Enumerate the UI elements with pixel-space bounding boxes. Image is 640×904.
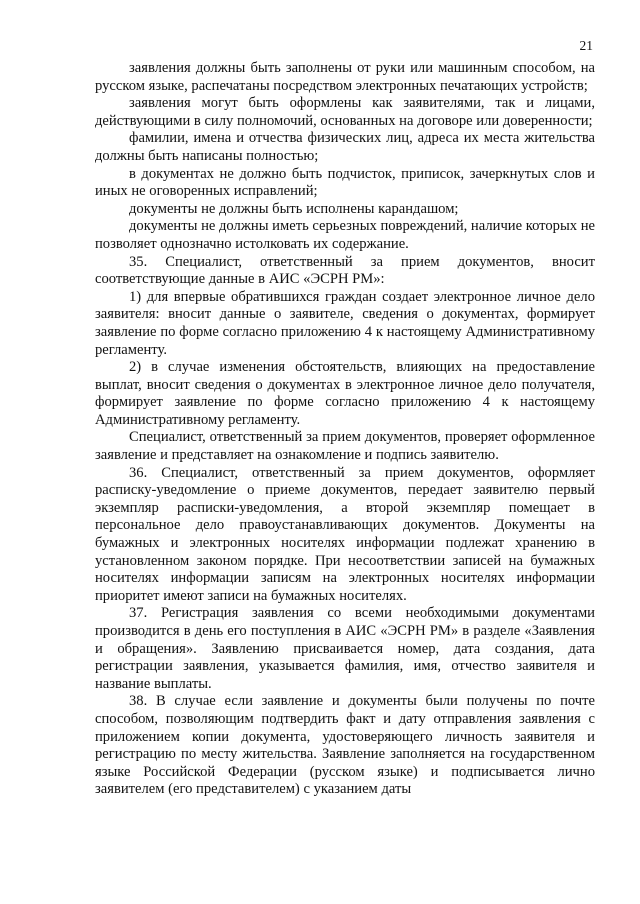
paragraph-requirement-no-pencil: документы не должны быть исполнены карандашом; <box>129 200 459 217</box>
document-body <box>95 60 595 799</box>
paragraph-requirement-no-corrections: в документах не должно быть подчисток, приписок, зачеркнутых слов и иных не оговоренных исправлений; <box>95 165 595 200</box>
paragraph-requirement-handwritten: заявления должны быть заполнены от руки или машинным способом, на русском языке, распечатаны посредством электронных печатающих устройств; <box>95 60 595 94</box>
paragraph-requirement-full-names: фамилии, имена и отчества физических лиц, адреса их места жительства должны быть написаны полностью; <box>95 130 595 164</box>
paragraph-35-item-1: 1) для впервые обратившихся граждан создает электронное личное дело заявителя: вносит данные о заявителе, сведения о документах, формирует заявление по форме согласно приложению 4 к настоящему Административному регламенту. <box>95 288 595 358</box>
paragraph-35-check: Специалист, ответственный за прием документов, проверяет оформленное заявление и представляет на ознакомление и подпись заявителю. <box>95 429 595 464</box>
paragraph-38: 38. В случае если заявление и документы были получены по почте способом, позволяющим подтвердить факт и дату отправления заявления с приложением копии документа, удостоверяющего личность заявителя и регистрацию по месту жительства. Заявление заполняется на государственном языке Российской Федерации (русском языке) и подписывается лично заявителем (его представителем) с указанием даты <box>95 693 595 798</box>
page-number: 21 <box>579 38 593 53</box>
paragraph-36: 36. Специалист, ответственный за прием документов, оформляет расписку-уведомление о приеме документов, передает заявителю первый экземпляр расписки-уведомления, а второй экземпляр помещает в персональное дело правоустанавливающих документов. Документы на бумажных и электронных носителях информации подлежат хранению в установленном законом порядке. При несоответствии записей на бумажных носителях информации записям на электронных носителях информации приоритет имеют записи на бумажных носителях. <box>95 464 595 604</box>
paragraph-37: 37. Регистрация заявления со всеми необходимыми документами производится в день его поступления в АИС «ЭСРН РМ» в разделе «Заявления и обращения». Заявлению присваивается номер, дата создания, дата регистрации заявления, указывается фамилия, имя, отчество заявителя и название выплаты. <box>95 605 595 692</box>
paragraph-35-item-2: 2) в случае изменения обстоятельств, влияющих на предоставление выплат, вносит сведения о документах в электронное личное дело получателя, формирует заявление по форме согласно приложению 4 к настоящему Административному регламенту. <box>95 359 595 428</box>
paragraph-requirement-no-damage: документы не должны иметь серьезных повреждений, наличие которых не позволяет однозначно истолковать их содержание. <box>95 218 595 252</box>
paragraph-requirement-applicants: заявления могут быть оформлены как заявителями, так и лицами, действующими в силу полномочий, основанных на договоре или доверенности; <box>95 95 595 129</box>
paragraph-35: 35. Специалист, ответственный за прием документов, вносит соответствующие данные в АИС «ЭСРН РМ»: <box>95 253 595 288</box>
